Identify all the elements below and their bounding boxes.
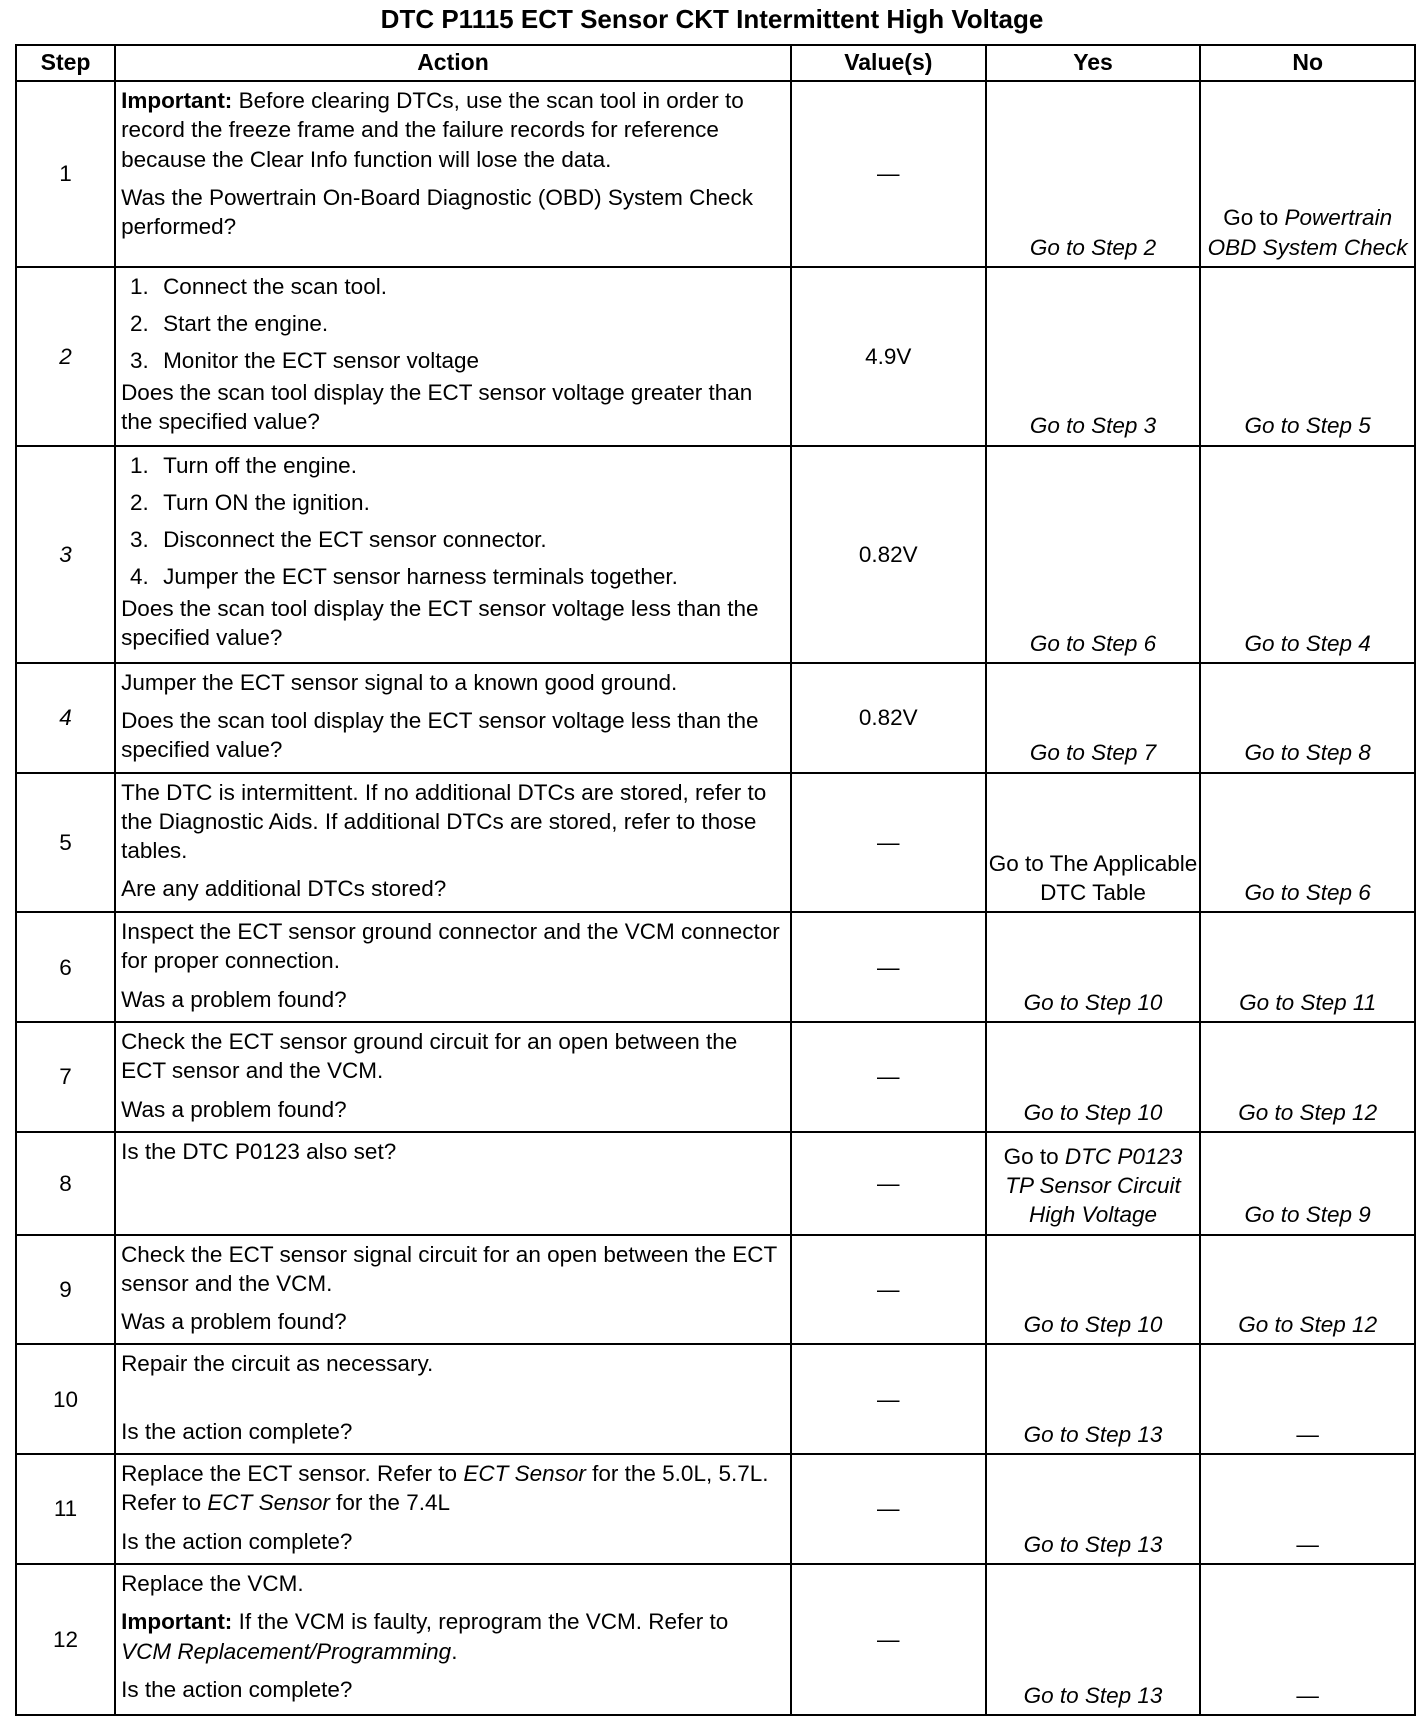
list-item: 2. Start the engine. [155,309,784,338]
table-row [16,1132,1415,1235]
question-text: Is the action complete? [121,1419,353,1445]
no-italic-ref: Powertrain OBD System Check [1207,205,1408,260]
action-cell [115,773,791,913]
ect-sensor-ref: ECT Sensor [463,1461,586,1487]
step-number: 4 [16,663,115,773]
list-item: 1. Turn off the engine. [155,451,784,480]
yes-cell: Go to Step 2 [986,81,1201,267]
value-cell: — [791,1235,986,1345]
question-text: Does the scan tool display the ECT sensor voltage less than the specified value? [121,595,759,650]
important-note [121,1607,784,1666]
no-cell: Go to Step 8 [1200,663,1415,773]
action-cell [115,1454,791,1564]
value-cell: 4.9V [791,267,986,446]
table-row [16,1564,1415,1715]
no-cell: Go to Step 11 [1200,912,1415,1022]
question-text: Was a problem found? [121,1309,347,1335]
no-cell: Go to Step 9 [1200,1132,1415,1235]
page-title: DTC P1115 ECT Sensor CKT Intermittent High Voltage [380,4,1044,34]
action-text: Check the ECT sensor signal circuit for an open between the ECT sensor and the VCM. [121,1241,777,1296]
action-cell [115,912,791,1022]
action-column [121,1349,784,1446]
action-text [121,1459,784,1518]
table-row [16,1454,1415,1564]
no-cell: Go to Step 12 [1200,1022,1415,1132]
action-text-part: for the 5.0L, 5.7L. Refer to [121,1461,769,1516]
no-cell [1200,81,1415,267]
action-cell [115,1235,791,1345]
step-number: 5 [16,773,115,913]
table-row [16,663,1415,773]
yes-italic-ref: DTC P0123 TP Sensor Circuit High Voltage [1005,1143,1183,1228]
yes-cell: Go to Step 13 [986,1564,1201,1715]
action-cell [115,446,791,663]
value-cell: — [791,912,986,1022]
no-cell: Go to Step 6 [1200,773,1415,913]
table-row [16,1022,1415,1132]
no-cell: — [1200,1454,1415,1564]
header-yes: Yes [986,45,1201,81]
value-cell: — [791,773,986,913]
question-text: Was a problem found? [121,1096,347,1122]
important-note [121,86,784,174]
step-number: 3 [16,446,115,663]
step-number: 10 [16,1344,115,1454]
yes-cell: Go to Step 10 [986,1022,1201,1132]
action-cell [115,1344,791,1454]
header-values: Value(s) [791,45,986,81]
procedure-list [121,451,784,592]
important-end: . [451,1638,458,1664]
table-row [16,1344,1415,1454]
important-text: Before clearing DTCs, use the scan tool in order to record the freeze frame and the failure records for reference because the Clear Info function will lose the data. [121,88,744,172]
step-number: 6 [16,912,115,1022]
step-number: 8 [16,1132,115,1235]
ect-sensor-ref: ECT Sensor [207,1490,330,1516]
action-cell [115,81,791,267]
header-step: Step [16,45,115,81]
table-row [16,267,1415,446]
no-cell: Go to Step 4 [1200,446,1415,663]
action-cell [115,663,791,773]
question-text: Does the scan tool display the ECT sensor voltage less than the specified value? [121,708,759,763]
table-header-row [16,45,1415,81]
list-item: 3. Disconnect the ECT sensor connector. [155,525,784,554]
action-text: The DTC is intermittent. If no additional DTCs are stored, refer to the Diagnostic Aids. If additional DTCs are stored, refer to those tables. [121,779,767,864]
step-number: 12 [16,1564,115,1715]
list-item: 2. Turn ON the ignition. [155,488,784,517]
procedure-list [121,272,784,376]
action-text-part: Replace the ECT sensor. Refer to [121,1461,464,1487]
yes-prefix: Go to [1003,1143,1065,1169]
value-cell: 0.82V [791,446,986,663]
value-cell: — [791,1344,986,1454]
action-text: Jumper the ECT sensor signal to a known good ground. [121,669,678,695]
yes-cell: Go to Step 13 [986,1344,1201,1454]
step-number: 7 [16,1022,115,1132]
question-text: Is the action complete? [121,1528,353,1554]
action-text: Check the ECT sensor ground circuit for an open between the ECT sensor and the VCM. [121,1029,738,1084]
no-cell: — [1200,1564,1415,1715]
action-text: Inspect the ECT sensor ground connector and the VCM connector for proper connection. [121,919,780,974]
no-cell: Go to Step 5 [1200,267,1415,446]
value-cell: 0.82V [791,663,986,773]
table-row [16,912,1415,1022]
value-cell: — [791,1454,986,1564]
yes-cell: Go to Step 3 [986,267,1201,446]
step-number: 11 [16,1454,115,1564]
action-cell [115,1564,791,1715]
action-text: Replace the VCM. [121,1571,304,1596]
question-text: Was the Powertrain On-Board Diagnostic (OBD) System Check performed? [121,184,753,239]
value-cell: — [791,1022,986,1132]
action-cell [115,1132,791,1235]
yes-cell: Go to Step 13 [986,1454,1201,1564]
no-cell: — [1200,1344,1415,1454]
yes-cell: Go to Step 7 [986,663,1201,773]
table-row [16,1235,1415,1345]
question-text: Is the action complete? [121,1676,353,1702]
yes-cell [986,1132,1201,1235]
vcm-programming-ref: VCM Replacement/Programming [121,1638,452,1664]
action-cell [115,267,791,446]
yes-cell: Go to The Applicable DTC Table [986,773,1201,913]
question-text: Are any additional DTCs stored? [121,876,447,902]
action-text: Repair the circuit as necessary. [121,1351,434,1377]
no-prefix: Go to [1223,205,1285,231]
yes-cell: Go to Step 10 [986,912,1201,1022]
step-number: 2 [16,267,115,446]
list-item: 3. Monitor the ECT sensor voltage [155,346,784,375]
header-no: No [1200,45,1415,81]
action-text-part: for the 7.4L [329,1490,450,1516]
important-text: If the VCM is faulty, reprogram the VCM. Refer to [232,1609,729,1635]
list-item: 4. Jumper the ECT sensor harness terminals together. [155,562,784,591]
value-cell: — [791,81,986,267]
yes-cell: Go to Step 6 [986,446,1201,663]
important-label: Important: [121,88,233,113]
value-cell: — [791,1564,986,1715]
step-number: 9 [16,1235,115,1345]
table-row [16,446,1415,663]
table-row [16,773,1415,913]
value-cell: — [791,1132,986,1235]
list-item: 1. Connect the scan tool. [155,272,784,301]
action-text: Is the DTC P0123 also set? [121,1138,397,1164]
question-text: Does the scan tool display the ECT sensor voltage greater than the specified value? [121,379,753,434]
table-row [16,81,1415,267]
header-action: Action [115,45,791,81]
step-number: 1 [16,81,115,267]
important-label: Important: [121,1609,233,1635]
yes-cell: Go to Step 10 [986,1235,1201,1345]
diagnostic-table [15,44,1416,1716]
question-text: Was a problem found? [121,986,347,1012]
action-cell [115,1022,791,1132]
no-cell: Go to Step 12 [1200,1235,1415,1345]
